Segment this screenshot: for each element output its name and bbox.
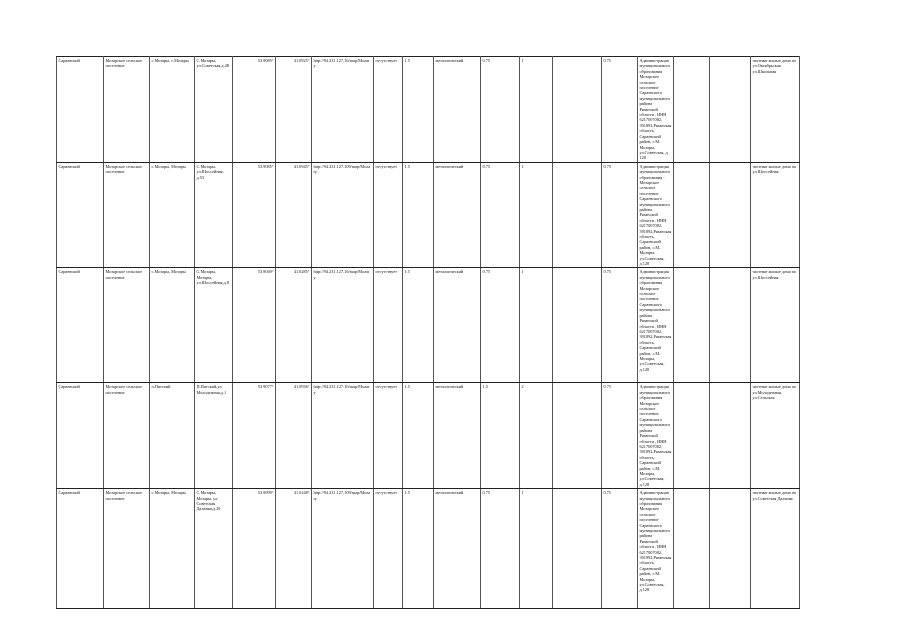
address-cell: С.Мозары, ул.Советская,д.48 xyxy=(195,57,233,163)
area-cell: 1.5 xyxy=(403,162,434,268)
district-cell: Сараевский xyxy=(57,268,104,383)
volume-cell: 1.5 xyxy=(481,383,520,489)
longitude-cell: 41.0936° xyxy=(276,383,312,489)
empty-cell xyxy=(553,489,602,609)
empty-cell xyxy=(674,57,710,163)
container-count-cell: 2 xyxy=(520,383,553,489)
table-row xyxy=(57,489,800,609)
empty-cell xyxy=(674,383,710,489)
settlement-cell: Мозарское сельское поселение xyxy=(104,57,150,163)
volume-cell: 0.75 xyxy=(481,162,520,268)
table-body xyxy=(57,57,800,609)
container-count-cell: 1 xyxy=(520,489,553,609)
map-link[interactable]: http://94.231.127.16/map/Mozary xyxy=(313,384,370,395)
owner-cell: Администрация муниципального образования Мозарское сельское поселение Сараевского муниципального района Рязанской области , ИНН 6217007082, 391892,Рязанская область, Сараевский район, с.М.. Мозары, ул.Советская, д. 128 xyxy=(638,57,674,163)
settlement-cell: Мозарское сельское поселение xyxy=(104,383,150,489)
owner-cell: Администрация муниципального образования - Мозарское сельское поселение Сараевского муниципального района Рязанской области , ИНН 6217007082, 391892,Рязанская область, Сараевский район, с.М.. Мозары, ул.Советская, д.128 xyxy=(638,162,674,268)
volume-cell: 0.75 xyxy=(481,268,520,383)
waste-source-cell: частные жилые дома по ул.Советская Дальняя xyxy=(751,489,800,609)
waste-source-cell: частные жилые дома по ул.Молодежная, ул.Сельская xyxy=(751,383,800,489)
district-cell: Сараевский xyxy=(57,162,104,268)
surface-cell: отсутствует xyxy=(374,268,403,383)
address-cell: С.Мозары, ул.Шоссейная, д.53 xyxy=(195,162,233,268)
planned-volume-cell: 0.75 xyxy=(602,489,638,609)
latitude-cell: 53.9077° xyxy=(233,383,276,489)
map-link-cell xyxy=(312,57,374,163)
table-row xyxy=(57,268,800,383)
map-link[interactable]: http://94.231.127.109/map/Mozary xyxy=(313,490,371,501)
latitude-cell: 53.9049° xyxy=(233,268,276,383)
table-row xyxy=(57,162,800,268)
settlement-cell: Мозарское сельское поселение xyxy=(104,489,150,609)
map-link-cell xyxy=(312,489,374,609)
locality-cell: с.Мозары, с.Мозары xyxy=(150,57,195,163)
surface-cell: отсутствует xyxy=(374,489,403,609)
surface-cell: отсутствует xyxy=(374,162,403,268)
locality-cell: с.Мозары, Мозары xyxy=(150,489,195,609)
table-row xyxy=(57,383,800,489)
area-cell: 1.5 xyxy=(403,383,434,489)
empty-cell xyxy=(553,268,602,383)
empty-cell xyxy=(710,383,751,489)
empty-cell xyxy=(674,268,710,383)
empty-cell xyxy=(710,57,751,163)
map-link-cell xyxy=(312,383,374,489)
container-count-cell: 1 xyxy=(520,57,553,163)
latitude-cell: 53.9085° xyxy=(233,57,276,163)
container-sites-table xyxy=(56,56,800,609)
surface-cell: отсутствует xyxy=(374,57,403,163)
table-row xyxy=(57,57,800,163)
map-link[interactable]: http://94.231.127.16/map/Mozary xyxy=(313,269,370,280)
owner-cell: Администрация муниципального образования Мозарское сельское поселение Сараевского муниципального района Рязанской области , ИНН 6217007082, 391892,Рязанская область, Сараевский район, с.М.. Мозары, ул.Советская, д.128 xyxy=(638,268,674,383)
empty-cell xyxy=(553,57,602,163)
empty-cell xyxy=(553,162,602,268)
empty-cell xyxy=(674,162,710,268)
district-cell: Сараевский xyxy=(57,489,104,609)
area-cell: 1.5 xyxy=(403,57,434,163)
locality-cell: с.Мозары, Мозары xyxy=(150,268,195,383)
surface-cell: отсутствует xyxy=(374,383,403,489)
map-link[interactable]: http://94.231.127.16/map/Mozary xyxy=(313,58,370,69)
area-cell: 1.5 xyxy=(403,268,434,383)
map-link-cell xyxy=(312,268,374,383)
map-link[interactable]: http://94.231.127.109/map/Mozary xyxy=(313,163,371,175)
material-cell: металлический xyxy=(434,489,481,609)
latitude-cell: 53.9085° xyxy=(233,162,276,268)
area-cell: 1.5 xyxy=(403,489,434,609)
empty-cell xyxy=(710,162,751,268)
container-count-cell: 1 xyxy=(520,162,553,268)
material-cell: металлический xyxy=(434,383,481,489)
planned-volume-cell: 0.75 xyxy=(602,162,638,268)
empty-cell xyxy=(710,489,751,609)
longitude-cell: 41.0945° xyxy=(276,162,312,268)
material-cell: металлический xyxy=(434,162,481,268)
map-link-cell xyxy=(312,162,374,268)
waste-source-cell: частные жилые дома по ул.Шоссейная xyxy=(751,162,800,268)
empty-cell xyxy=(710,268,751,383)
owner-cell: Администрация муниципального образования Мозарское сельское поселение Сараевского муниципального района Рязанской области , ИНН 6217007082, 391892,Рязанская область, Сараевский район, с.М.. Мозары, ул.Советская, д.128 xyxy=(638,383,674,489)
container-count-cell: 1 xyxy=(520,268,553,383)
volume-cell: 0.75 xyxy=(481,489,520,609)
material-cell: металлический xyxy=(434,57,481,163)
district-cell: Сараевский xyxy=(57,383,104,489)
address-cell: С.Мозары, Мозары, ул.Шоссейная,д.8 xyxy=(195,268,233,383)
volume-cell: 0.75 xyxy=(481,57,520,163)
longitude-cell: 41.0285° xyxy=(276,268,312,383)
settlement-cell: Мозарское сельское поселение xyxy=(104,162,150,268)
locality-cell: п.Пятский xyxy=(150,383,195,489)
empty-cell xyxy=(553,383,602,489)
address-cell: С.Мозары, Мозары, ул. Советская Дальняя,д.29 xyxy=(195,489,233,609)
locality-cell: с.Мозары, Мозары xyxy=(150,162,195,268)
settlement-cell: Мозарское сельское поселение xyxy=(104,268,150,383)
latitude-cell: 53.9099° xyxy=(233,489,276,609)
waste-source-cell: частные жилые дома по ул.Шоссейная xyxy=(751,268,800,383)
longitude-cell: 41.0925° xyxy=(276,57,312,163)
address-cell: П.Пятский,ул. Молодежная,д.1 xyxy=(195,383,233,489)
longitude-cell: 41.0248° xyxy=(276,489,312,609)
waste-source-cell: частные жилые дома по ул.Октябрьская ул.Школьная xyxy=(751,57,800,163)
planned-volume-cell: 0.75 xyxy=(602,268,638,383)
planned-volume-cell: 0.75 xyxy=(602,383,638,489)
empty-cell xyxy=(674,489,710,609)
district-cell: Сараевский xyxy=(57,57,104,163)
owner-cell: Администрация муниципального образования Мозарское сельское поселение Сараевского муниципального района Рязанской области , ИНН 6217007082, 391892,Рязанская область, Сараевский район, с.М.. Мозары, ул.Советская, д.128 xyxy=(638,489,674,609)
material-cell: металлический xyxy=(434,268,481,383)
planned-volume-cell: 0.75 xyxy=(602,57,638,163)
